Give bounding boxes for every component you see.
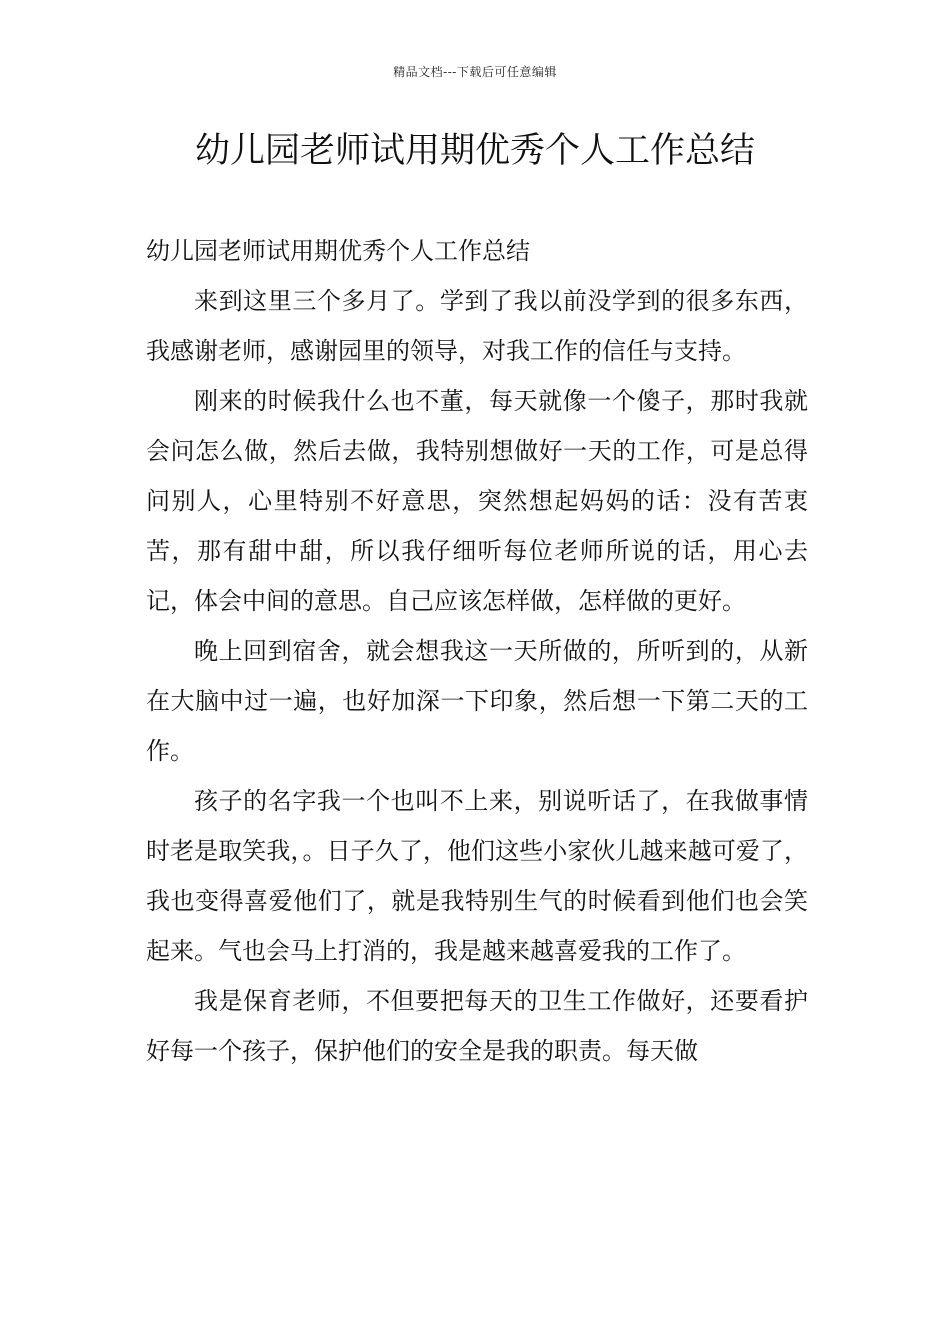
body-paragraph: 来到这里三个多月了。学到了我以前没学到的很多东西，我感谢老师，感谢园里的领导，对我工作的信任与支持。	[146, 287, 808, 365]
header-note: 精品文档---下载后可任意编辑	[393, 65, 557, 79]
document-body	[146, 226, 808, 1076]
body-paragraph: 孩子的名字我一个也叫不上来，别说听话了，在我做事情时老是取笑我，。日子久了，他们这些小家伙儿越来越可爱了，我也变得喜爱他们了，就是我特别生气的时候看到他们也会笑起来。气也会马上打消的，我是越来越喜爱我的工作了。	[146, 787, 808, 965]
document-title: 幼儿园老师试用期优秀个人工作总结	[194, 131, 755, 171]
body-paragraph: 我是保育老师，不但要把每天的卫生工作做好，还要看护好每一个孩子，保护他们的安全是我的职责。每天做	[146, 987, 808, 1065]
body-paragraph: 晚上回到宿舍，就会想我这一天所做的，所听到的，从新在大脑中过一遍，也好加深一下印象，然后想一下第二天的工作。	[146, 637, 808, 765]
body-paragraph: 刚来的时候我什么也不董，每天就像一个傻子，那时我就会问怎么做，然后去做，我特别想做好一天的工作，可是总得问别人，心里特别不好意思，突然想起妈妈的话：没有苦衷苦，那有甜中甜，所以我仔细听每位老师所说的话，用心去记，体会中间的意思。自己应该怎样做，怎样做的更好。	[146, 387, 808, 615]
document-subtitle: 幼儿园老师试用期优秀个人工作总结	[146, 237, 530, 265]
